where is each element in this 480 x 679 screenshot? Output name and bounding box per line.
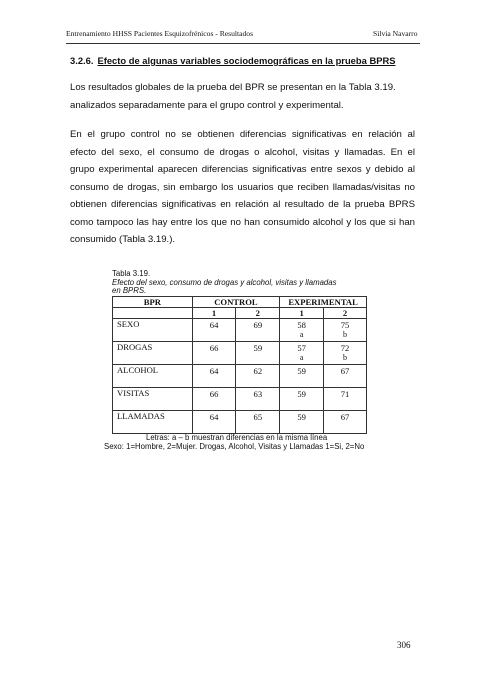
table-notes xyxy=(104,433,364,451)
results-table xyxy=(112,296,367,434)
table-cell: 64 xyxy=(192,411,236,434)
table-cell: 65 xyxy=(236,411,280,434)
table-subheader-empty xyxy=(113,308,193,319)
table-subheader: 2 xyxy=(324,308,367,319)
table-header-bpr: BPR xyxy=(113,297,193,308)
paragraph-line: En el grupo control no se obtienen diferencias significativas en relación al xyxy=(70,129,415,140)
paragraph-line: efecto del sexo, el consumo de drogas o alcohol, visitas y llamadas. En el xyxy=(70,146,415,158)
table-cell: 64 xyxy=(192,319,236,342)
table-cell: 62 xyxy=(236,365,280,388)
table-header-experimental: EXPERIMENTAL xyxy=(280,297,367,308)
table-caption-label: Tabla 3.19. xyxy=(112,269,151,278)
table-subheader: 1 xyxy=(280,308,324,319)
significance-letter: b xyxy=(343,330,348,339)
table-cell: 57 a xyxy=(280,342,324,365)
table-row xyxy=(113,342,367,365)
table-cell: 66 xyxy=(192,388,236,411)
table-cell: 75 b xyxy=(324,319,367,342)
table-cell: 59 xyxy=(280,411,324,434)
paragraph-line: grupo experimental aparecen diferencias significativas entre sexos y debido al xyxy=(70,164,415,175)
row-label: DROGAS xyxy=(113,342,193,365)
row-label: ALCOHOL xyxy=(113,365,193,388)
table-cell: 66 xyxy=(192,342,236,365)
paragraph-line: consumido (Tabla 3.19.). xyxy=(70,234,176,245)
paragraph-intro xyxy=(70,79,415,114)
table-cell: 59 xyxy=(236,342,280,365)
paragraph-line: analizados separadamente para el grupo control y experimental. xyxy=(70,99,344,111)
section-title: Efecto de algunas variables sociodemográficas en la prueba BPRS xyxy=(97,55,396,66)
table-note-letters: Letras: a – b muestran diferencias en la misma línea xyxy=(146,433,328,442)
significance-letter: a xyxy=(299,353,304,362)
row-label: LLAMADAS xyxy=(113,411,193,434)
table-subheader: 1 xyxy=(192,308,236,319)
running-header-author: Silvia Navarro xyxy=(373,29,418,38)
row-label: VISITAS xyxy=(113,388,193,411)
paragraph-results xyxy=(70,126,415,249)
table-cell: 71 xyxy=(324,388,367,411)
table-cell: 67 xyxy=(324,411,367,434)
table-row xyxy=(113,365,367,388)
table-header-control: CONTROL xyxy=(192,297,280,308)
table-cell: 63 xyxy=(236,388,280,411)
header-rule xyxy=(66,43,420,44)
section-number: 3.2.6. xyxy=(70,55,94,66)
table-cell: 59 xyxy=(280,365,324,388)
paragraph-line: como tampoco las hay entre los que no han consumido alcohol y los que si han xyxy=(70,216,415,228)
table-subheader: 2 xyxy=(236,308,280,319)
table-row xyxy=(113,388,367,411)
table-cell: 67 xyxy=(324,365,367,388)
section-heading xyxy=(70,55,396,66)
page-number: 306 xyxy=(397,640,411,650)
running-header-title: Entrenamiento HHSS Pacientes Esquizofrénicos - Resultados xyxy=(66,29,254,38)
paragraph-line: Los resultados globales de la prueba del BPR se presentan en la Tabla 3.19. xyxy=(70,82,396,93)
table-cell: 69 xyxy=(236,319,280,342)
table-row xyxy=(113,411,367,434)
table-caption-line: en BPRS. xyxy=(112,286,147,296)
table-caption xyxy=(112,270,337,296)
significance-letter: a xyxy=(299,330,304,339)
table-cell: 64 xyxy=(192,365,236,388)
table-cell: 58 a xyxy=(280,319,324,342)
table-caption-line: Efecto del sexo, consumo de drogas y alcohol, visitas y llamadas xyxy=(112,277,337,287)
significance-letter: b xyxy=(343,353,348,362)
paragraph-line: obtienen diferencias significativas en relación al resultado de la prueba BPRS xyxy=(70,199,415,210)
table-cell: 72 b xyxy=(324,342,367,365)
table-cell: 59 xyxy=(280,388,324,411)
paragraph-line: consumo de drogas, sin embargo los usuarios que reciben llamadas/visitas no xyxy=(70,181,415,193)
table-row xyxy=(113,319,367,342)
row-label: SEXO xyxy=(113,319,193,342)
table-note-coding: Sexo: 1=Hombre, 2=Mujer. Drogas, Alcohol, Visitas y Llamadas 1=Si, 2=No xyxy=(104,442,365,452)
